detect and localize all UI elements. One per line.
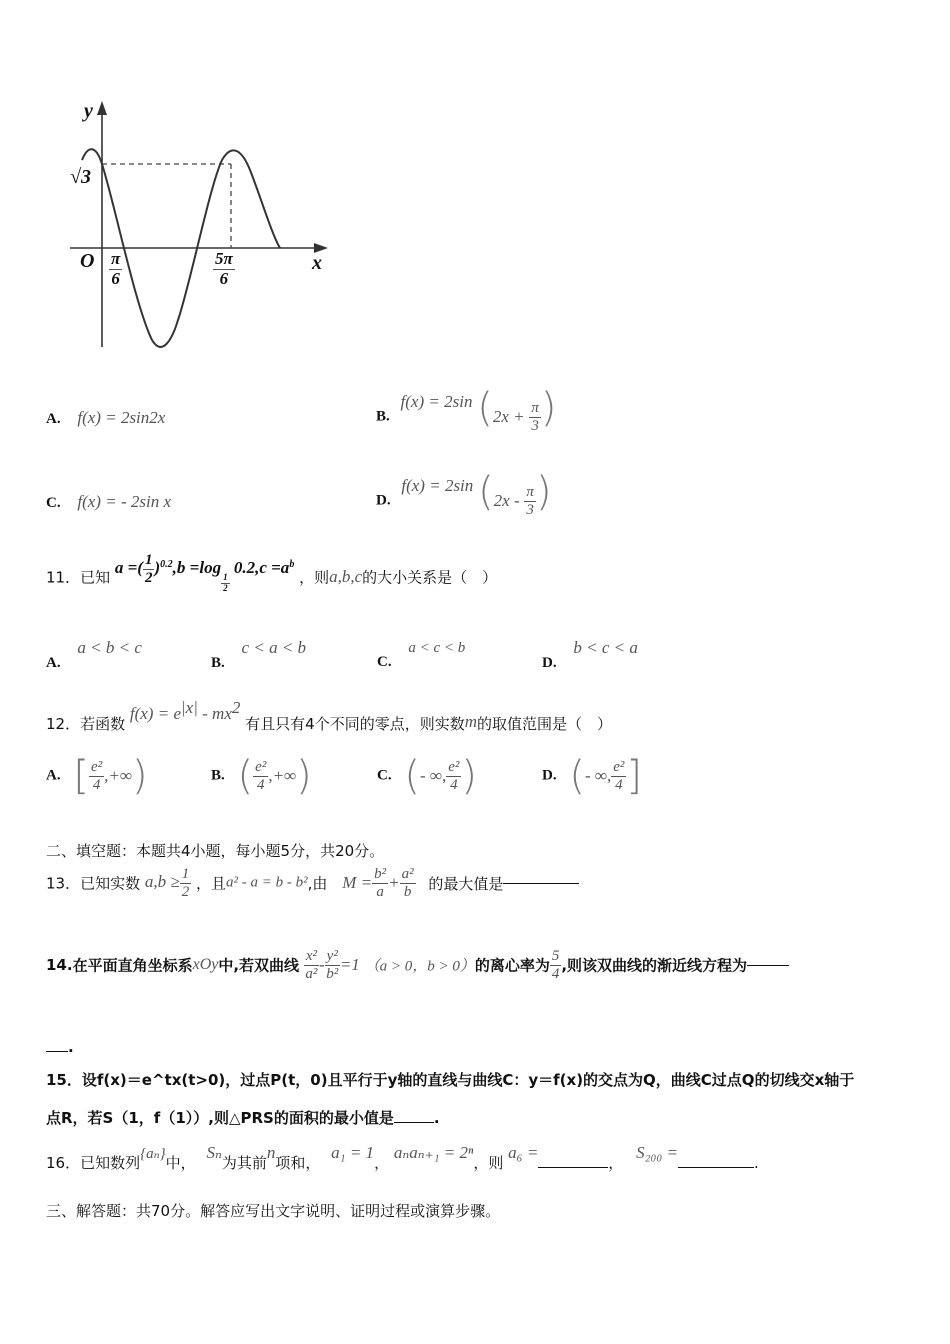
q14-answer-blank-b[interactable] [46, 1051, 68, 1052]
origin-label: O [80, 250, 95, 272]
question-12: 12．若函数 $f(x) = e^{|x|} - mx^2$ 有且只有4个不同的零点，则实数m的取值范围是（ ） [46, 698, 612, 733]
q11-option-b[interactable]: B. c < a < b [211, 638, 307, 671]
q12-option-d[interactable]: D. (- ∞, $\frac{\text{e²}}{4}$ ] [542, 753, 643, 799]
question-14: 14.在平面直角坐标系xOy中,若双曲线 $\frac{\text{x²}}{\text{a²}}$ - $\frac{\text{y²}}{\text{b²}}$ =1 （a > 0，b > 0）的离心率为 $\frac{5}{4}$ ,则该双曲线的渐近线方程为 [46, 948, 789, 1004]
section-2-heading: 二、填空题：本题共4小题，每小题5分，共20分。 [46, 842, 385, 860]
q11-option-a[interactable]: A. a < b < c [46, 638, 142, 671]
q10-option-c[interactable]: C. f(x) = - 2sin x [46, 492, 171, 511]
sqrt3-label: √3 [70, 166, 91, 188]
q10-option-b[interactable]: B. f(x) = 2sin (2x + $\frac{\pi}{3}$ ) [376, 385, 557, 434]
q16-s200-blank[interactable] [678, 1167, 754, 1168]
q16-a6-blank[interactable] [538, 1167, 608, 1168]
q10-option-a[interactable]: A. f(x) = 2sin2x [46, 408, 166, 427]
question-15-line1: 15．设f(x)＝e^tx(t>0)，过点P(t，0)且平行于y轴的直线与曲线C：y＝f(x)的交点为Q，曲线C过点Q的切线交x轴于 [46, 1071, 855, 1089]
tick-5pi-over-6: $\frac{5\pi}{6}$ [215, 249, 233, 288]
question-13: 13．已知实数 a,b ≥ $\frac{1}{2}$ ，且a² - a = b - b²,由 M = $\frac{\text{b²}}{a}$ + $\frac{\text{a²}}{b}$ 的最大值是 [46, 866, 579, 916]
section-3-heading: 三、解答题：共70分。解答应写出文字说明、证明过程或演算步骤。 [46, 1202, 501, 1220]
q14-continuation: . [46, 1038, 74, 1056]
y-arrow [97, 101, 107, 115]
q12-option-b[interactable]: B. ( $\frac{\text{e²}}{4}$ ,+∞) [211, 753, 312, 799]
tick-pi-over-6: $\frac{\pi}{6}$ [111, 249, 121, 288]
sine-graph [60, 95, 350, 360]
question-11: 11．已知 a =( $\frac{1}{2}$ )$^{0.2}$,b =log $\frac{1}{2}$ $0.2,c =a^b$ ，则a,b,c的大小关系是（ ） [46, 552, 498, 593]
q15-answer-blank[interactable] [394, 1122, 434, 1123]
y-axis-label: y [84, 100, 93, 122]
q14-answer-blank-a[interactable] [747, 965, 789, 966]
q12-option-a[interactable]: A. [ $\frac{\text{e²}}{4}$ ,+∞) [46, 753, 148, 799]
question-16: 16．已知数列{aₙ}中， Sₙ为其前n项和， a₁ = 1， aₙaₙ₊₁ = 2ⁿ，则 a₆ =， S₂₀₀ =. [46, 1143, 759, 1172]
x-axis-label: x [312, 252, 322, 274]
question-15-line2: 点R，若S（1，f（1））,则△PRS的面积的最小值是 . [46, 1109, 440, 1127]
q11-option-c[interactable]: C. a < c < b [377, 640, 466, 670]
q13-answer-blank[interactable] [503, 883, 579, 884]
q10-option-d[interactable]: D. f(x) = 2sin (2x - $\frac{\pi}{3}$ ) [376, 469, 552, 518]
q11-option-d[interactable]: D. b < c < a [542, 638, 638, 671]
q12-option-c[interactable]: C. (- ∞, $\frac{\text{e²}}{4}$ ) [377, 753, 478, 799]
